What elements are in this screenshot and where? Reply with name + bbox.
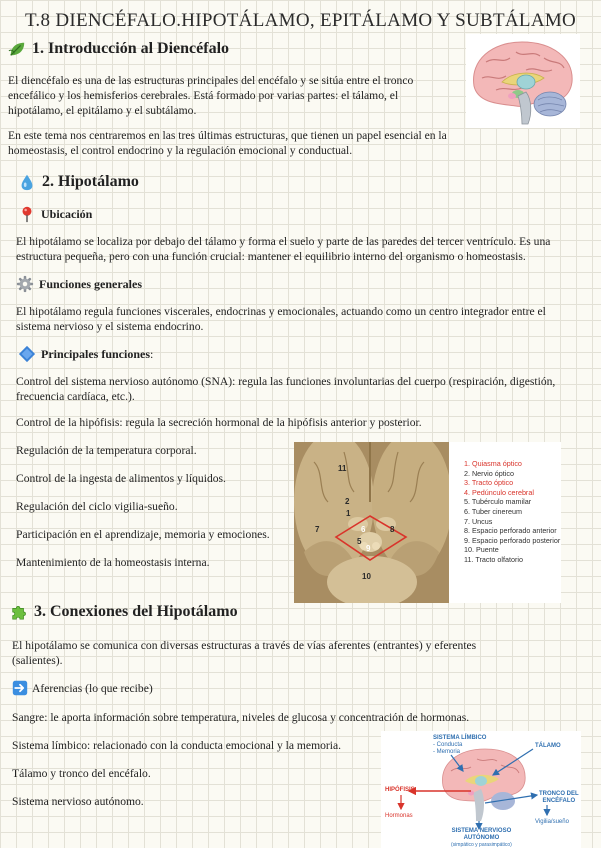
legend-item: 4. Pedúnculo cerebral [464,487,534,497]
text-line: encefálico y los hemisferios cerebrales. Está formado por varias partes: el tálamo, el [8,89,399,102]
diagram-sna-line: AUTÓNOMO [463,835,500,841]
pushpin-icon [18,205,36,223]
legend-list [464,459,561,565]
aferencias-heading [12,680,153,696]
ubicacion-paragraph [16,234,591,264]
leaf-icon [8,40,26,58]
diagram-talamo: TÁLAMO [535,743,561,749]
legend-item: 1. Quiasma óptico [464,459,522,468]
section1-heading-text: 1. Introducción al Diencéfalo [32,40,230,57]
diagram-hipofisis: HIPÓFISIS [385,787,415,793]
diagram-limbico [433,735,486,756]
function-item-homeostasis: Mantenimiento de la homeostasis interna. [16,556,210,569]
funciones-generales-heading [16,275,142,293]
section3-heading-text: 3. Conexiones del Hipotálamo [34,603,238,620]
function-item-vigilia: Regulación del ciclo vigilia-sueño. [16,500,178,513]
function-item-temperatura: Regulación de la temperatura corporal. [16,444,197,457]
diagram-limbico-title: SISTEMA LÍMBICO [433,735,487,741]
legend-item: 5. Tubérculo mamilar [464,497,532,507]
function-item-aprendizaje: Participación en el aprendizaje, memoria y emociones. [16,528,270,541]
funciones-generales-paragraph [16,304,591,334]
figure-number: 6 [361,525,366,534]
aferencia-sna: Sistema nervioso autónomo. [12,795,144,808]
text-line: hipotálamo, el epitálamo y el subtálamo. [8,104,197,117]
aferencia-sangre: Sangre: le aporta información sobre temperatura, niveles de glucosa y concentración de hormonas. [12,711,470,724]
aferencia-limbico: Sistema límbico: relacionado con la conducta emocional y la memoria. [12,739,342,752]
legend-item: 7. Uncus [464,516,493,526]
ubicacion-heading [18,205,92,223]
figure-number: 8 [390,525,395,534]
text-line: El hipotálamo regula funciones viscerales, endocrinas y emocionales, actuando como un centro integrador entre el [16,305,546,318]
diagram-tronco-line: ENCÉFALO [542,798,576,804]
diagram-limbico-item: - Memoria [433,749,461,755]
diagram-vigilia: Vigilia/sueño [535,819,569,825]
page-title: T.8 DIENCÉFALO.HIPOTÁLAMO, EPITÁLAMO Y SUBTÁLAMO [24,10,577,31]
right-arrow-icon [12,680,28,696]
diagram-limbico-item: - Conducta [433,742,463,748]
principales-funciones-heading-text: Principales funciones [41,346,151,361]
section1-para2 [8,128,478,158]
brain-sagittal-image [466,34,580,128]
brain-base-image [294,442,449,603]
section3-heading [10,603,238,621]
text-line: frecuencia cardíaca, etc.). [16,390,135,403]
function-item-hipofisis: Control de la hipófisis: regula la secreción hormonal de la hipófisis anterior y posterior. [16,416,422,429]
figure-number: 10 [362,572,371,581]
diagram-sna [451,828,512,848]
connections-diagram [381,731,581,848]
figure-number: 11 [338,464,347,473]
figure-number: 7 [315,525,320,534]
section3-intro [12,638,572,668]
legend-item: 11. Tracto olfatorio [464,554,523,564]
brain-base-photo [294,442,449,603]
text-line: Control del sistema nervioso autónomo (SNA): regula las funciones involuntarias del cuerpo (respiración, digestión, [16,375,556,388]
figure-number: 5 [357,537,362,546]
function-item-sna [16,374,596,404]
diagram-tronco [539,791,579,805]
legend-item: 6. Tuber cinereum [464,506,522,516]
legend-item: 3. Tracto óptico [464,478,514,488]
legend-item: 10. Puente [464,545,499,555]
diagram-tronco-line: TRONCO DEL [539,791,579,797]
function-item-ingesta: Control de la ingesta de alimentos y líquidos. [16,472,226,485]
figure-legend [449,442,561,603]
puzzle-icon [10,603,28,621]
section1-para1 [8,73,453,118]
ubicacion-heading-text: Ubicación [41,206,93,221]
diagram-sna-line: (simpático y parasimpático) [451,842,512,848]
figure-number: 9 [366,544,371,553]
aferencias-heading-text: Aferencias (lo que recibe) [32,681,153,695]
text-line: El hipotálamo se localiza por debajo del tálamo y forma el suelo y parte de las paredes del tercer ventrículo. Es una [16,235,551,248]
section2-heading [18,173,139,191]
text-line: estructura pequeña, pero con una función crucial: mantener el equilibrio interno del organismo o homeostasis. [16,250,526,263]
principales-funciones-heading [18,345,153,363]
section2-heading-text: 2. Hipotálamo [42,173,139,190]
text-line: homeostasis, el control endocrino y la regulación emocional y conductual. [8,144,353,157]
heading-colon: : [150,346,154,361]
legend-item: 9. Espacio perforado posterior [464,535,561,545]
legend-item: 8. Espacio perforado anterior [464,526,557,536]
funciones-generales-heading-text: Funciones generales [39,276,142,291]
droplet-icon [18,173,36,191]
text-line: El hipotálamo se comunica con diversas estructuras a través de vías aferentes (entrantes) y eferentes [12,639,477,652]
gear-icon [16,275,34,293]
aferencia-talamo-tronco: Tálamo y tronco del encéfalo. [12,767,151,780]
figure-number: 2 [345,497,350,506]
diagram-sna-line: SISTEMA NERVIOSO [451,828,512,834]
blue-diamond-icon [18,345,36,363]
diagram-hormonas: Hormonas [385,813,413,819]
section1-heading [8,40,229,58]
text-line: sistema nervioso y el sistema endocrino. [16,320,204,333]
text-line: En este tema nos centraremos en las tres últimas estructuras, que tienen un papel esencial en la [8,129,447,142]
text-line: El diencéfalo es una de las estructuras principales del encéfalo y se sitúa entre el tronco [8,74,414,87]
legend-item: 2. Nervio óptico [464,468,514,478]
figure-number: 1 [346,509,351,518]
text-line: (salientes). [12,654,63,667]
brain-illustration [466,34,580,128]
